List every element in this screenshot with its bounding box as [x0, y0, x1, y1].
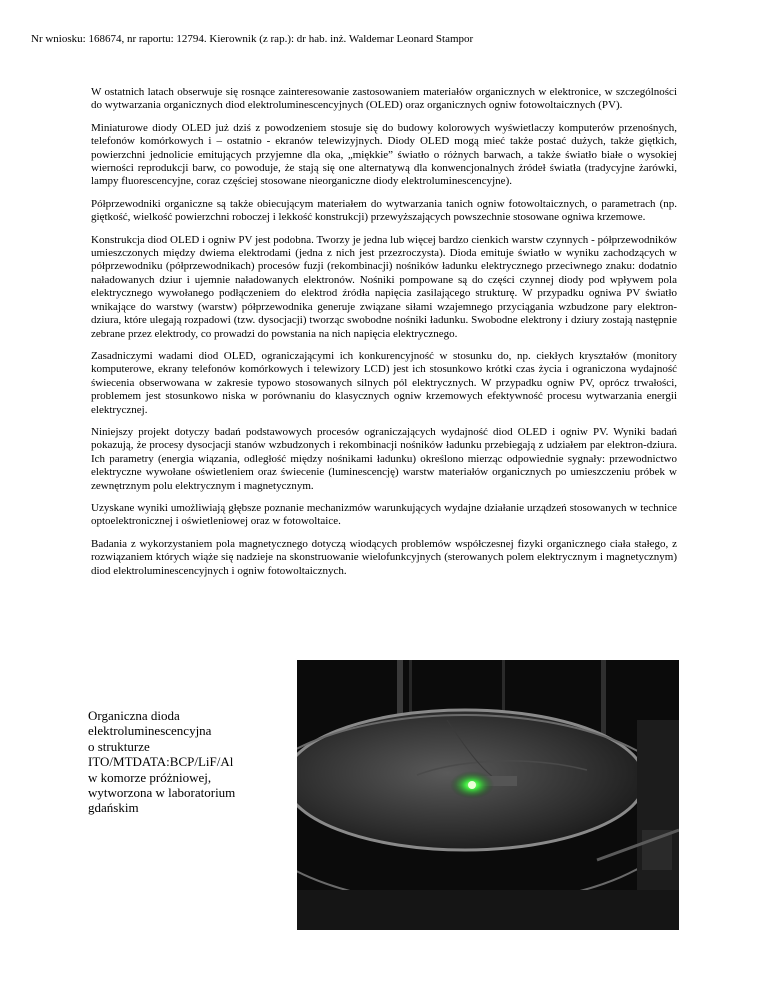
paragraph-4: Konstrukcja diod OLED i ogniw PV jest podobna. Tworzy je jedna lub więcej bardzo cienkich warstw czynnych - półprzewodników umieszczonych między dwiema elektrodami (jedna z nich jest przezroczysta). Dioda emituje światło w wyniku zachodzących w półprzewodniku (półprzewodnikach) procesów fuzji (rekombinacji) nośników ładunku elektrycznego przeciwnego znaku: dodatnio naładowanych dziur i ujemnie naładowanych elektronów. Nośniki pompowane są do części czynnej diody pod wpływem pola elektrycznego wywołanego podłączeniem do elektrod źródła napięcia zasilającego strukturę. W przypadku ogniwa PV światło wnikające do warstwy (warstw) półprzewodnika generuje związane siłami wzajemnego przyciągania wzbudzone pary elektron-dziura, które ulegają rozpadowi (tzw. dysocjacji) tworząc swobodne nośniki ładunku. Swobodne elektrony i dziury zostają następnie zebrane przez elektrody, co prowadzi do powstania na nich napięcia elektrycznego. [91, 233, 677, 340]
caption-line: gdańskim [88, 800, 139, 816]
base [297, 890, 679, 930]
caption-line: w komorze próżniowej, [88, 769, 212, 785]
paragraph-7: Uzyskane wyniki umożliwiają głębsze poznanie mechanizmów warunkujących wydajne działanie urządzeń stosowanych w technice optoelektronicznej i oświetleniowej oraz w fotowoltaice. [91, 501, 677, 528]
paragraph-1: W ostatnich latach obserwuje się rosnące zainteresowanie zastosowaniem materiałów organicznych w elektronice, w szczególności do wytwarzania organicznych diod elektroluminescencyjnych (OLED) oraz organicznych ogniw fotowoltaicznych (PV). [91, 86, 677, 112]
oled-emission [468, 781, 476, 789]
caption-line: wytworzona w laboratorium [88, 785, 236, 801]
oled-vacuum-chamber-photo [297, 660, 679, 930]
caption-line: ITO/MTDATA:BCP/LiF/Al [88, 754, 234, 770]
paragraph-5: Zasadniczymi wadami diod OLED, ograniczającymi ich konkurencyjność w stosunku do, np. ciekłych kryształów (monitory komputerowe, ekrany telefonów komórkowych i telewizory LCD) jest ich stosunkowo krótki czas życia i ograniczona wydajność świecenia obserwowana w zakresie typowo stosowanych silnych pól elektrycznych. W przypadku ogniw PV, oprócz trwałości, problemem jest stosunkowo niska w porównaniu do klasycznych ogniw krzemowych efektywność procesu wytwarzania energii elektrycznej. [91, 349, 677, 416]
equipment [642, 830, 672, 870]
paragraph-6: Niniejszy projekt dotyczy badań podstawowych procesów ograniczających wydajność diod OLED i ogniw PV. Wyniki badań pokazują, że procesy dysocjacji stanów wzbudzonych i rekombinacji nośników ładunku przebiegają z udziałem par elektron-dziura. Ich parametry (energia wiązania, odległość między nośnikami ładunku) określono mierząc odpowiednie sygnały: przewodnictwo elektryczne wywołane oświetleniem oraz świecenie (luminescencję) warstw materiałów organicznych po umieszczeniu próbek w zewnętrznym polu elektrycznym i magnetycznym. [91, 425, 677, 492]
paragraph-3: Półprzewodniki organiczne są także obiecującym materiałem do wytwarzania tanich ogniw fotowoltaicznych, o parametrach (np. giętkość, wielkość powierzchni roboczej i lekkość konstrukcji) przewyższających powszechnie stosowane ogniwa krzemowe. [91, 197, 677, 224]
photo-caption [88, 708, 278, 816]
paragraph-8: Badania z wykorzystaniem pola magnetycznego dotyczą wiodących problemów współczesnej fizyki organicznego ciała stałego, z rozwiązaniem których wiąże się nadzieje na skonstruowanie wielofunkcyjnych (sterowanych polem elektrycznym i magnetycznym) diod elektroluminescencyjnych i ogniw fotowoltaicznych. [91, 537, 677, 577]
caption-line: Organiczna dioda [88, 708, 180, 723]
report-header: Nr wniosku: 168674, nr raportu: 12794. Kierownik (z rap.): dr hab. inż. Waldemar Leonard Stampor [31, 33, 474, 45]
photo-illustration [297, 660, 679, 930]
caption-line: o strukturze [88, 738, 150, 754]
report-body [91, 86, 677, 587]
paragraph-2: Miniaturowe diody OLED już dziś z powodzeniem stosuje się do budowy kolorowych wyświetlaczy komputerów przenośnych, telefonów komórkowych i – ostatnio - ekranów telewizyjnych. Diody OLED mogą mieć także postać dużych, także giętkich, powierzchni jednolicie emitujących przyjemne dla oka, „miękkie” światło o różnych barwach, a także światło białe o wysokiej wierności reprodukcji barw, co powoduje, że stają się one alternatywą dla konwencjonalnych źródeł światła (tradycyjne żarówki, lampy fluorescencyjne, coraz częściej stosowane nieorganiczne diody elektroluminescencyjne). [91, 121, 677, 188]
caption-line: elektroluminescencyjna [88, 723, 212, 739]
